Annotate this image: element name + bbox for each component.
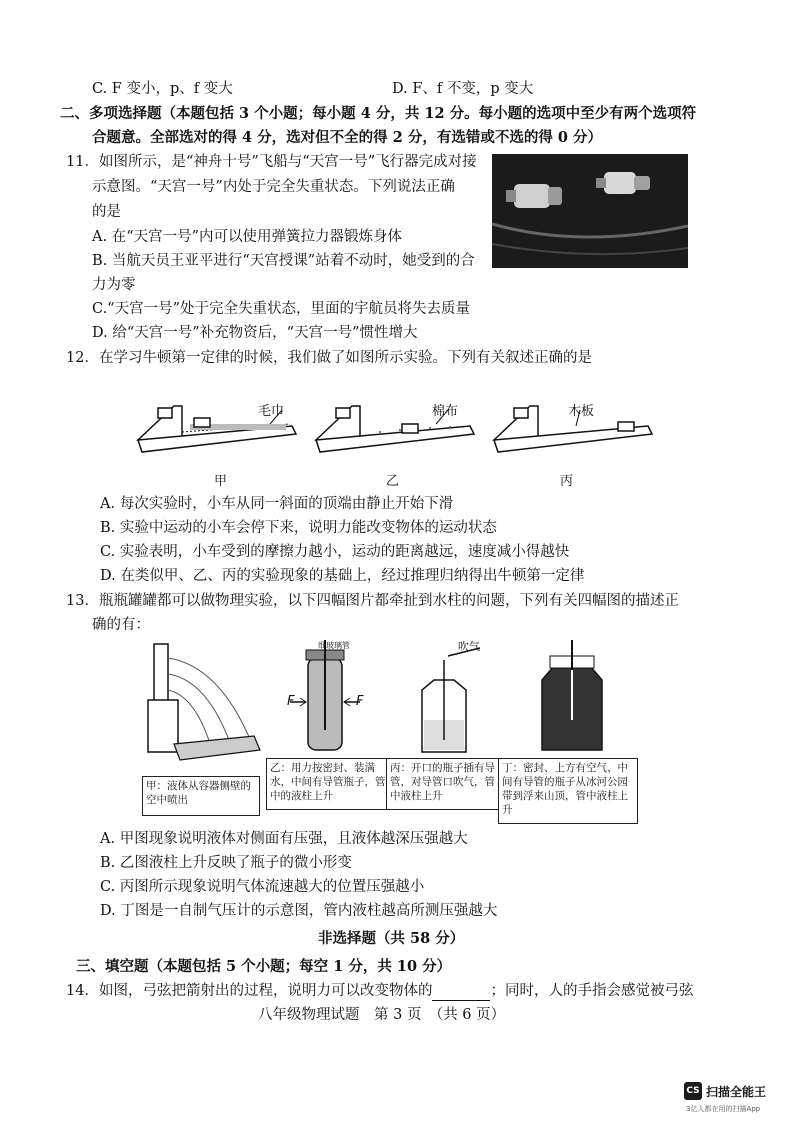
section2-title-cont: 合题意。全部选对的得 4 分，选对但不全的得 2 分，有选错或不选的得 0 分） [92,129,603,146]
q14-stem-a: 14．如图，弓弦把箭射出的过程，说明力可以改变物体的 [66,983,433,999]
section2-title: 二、多项选择题（本题包括 3 个小题；每小题 4 分，共 12 分。每小题的选项中至少有两个选项符 [60,105,697,122]
label-force-right: F [356,694,364,709]
label-board: 木板 [568,404,595,419]
label-towel: 毛巾 [258,404,285,419]
q12-option-d: D. 在类似甲、乙、丙的实验现象的基础上，经过推理归纳得出牛顿第一定律 [100,568,585,584]
scanner-tagline: 3亿人都在用的扫描App [686,1105,761,1113]
option-c-prev: C. F 变小，p、f 变大 [92,81,233,97]
caption-bing: 丙：开口的瓶子插有导管，对导管口吹气，管中液柱上升 [386,758,500,810]
q11-option-d: D. 给“天宫一号”补充物资后，“天宫一号”惯性增大 [92,325,418,341]
q13-option-a: A. 甲图现象说明液体对侧面有压强，且液体越深压强越大 [100,831,468,847]
q11-stem-2: 示意图。“天宫一号”内处于完全失重状态。下列说法正确 [92,179,455,195]
nonchoice-heading: 非选择题（共 58 分） [318,930,465,947]
q13-figures [140,640,660,768]
q14-stem [66,981,693,1001]
option-d-prev: D. F、f 不变，p 变大 [392,81,534,97]
q11-option-b-cont: 力为零 [92,277,136,293]
label-cotton: 棉布 [432,404,459,419]
figure-yi-bottle [290,640,360,750]
q13-stem: 13．瓶瓶罐罐都可以做物理实验，以下四幅图片都牵扯到水柱的问题，下列有关四幅图的描述正 [66,593,679,609]
q12-option-c: C. 实验表明，小车受到的摩擦力越小，运动的距离越远，速度减小得越快 [100,544,570,560]
label-jia: 甲 [214,474,228,489]
page-footer: 八年级物理试题 第 3 页 （共 6 页） [258,1007,506,1023]
q11-option-a: A. 在“天宫一号”内可以使用弹簧拉力器锻炼身体 [92,229,403,245]
figure-jia-container [148,644,260,760]
caption-jia: 甲：液体从容器侧壁的空中喷出 [142,776,260,816]
q11-option-b: B. 当航天员王亚平进行“天宫授课”站着不动时，她受到的合 [92,253,475,269]
label-thin-tube: 细玻璃管 [318,641,350,650]
scanner-name: 扫描全能王 [706,1085,767,1099]
section3-title: 三、填空题（本题包括 5 个小题；每空 1 分，共 10 分） [76,958,452,975]
figure-bing-bottle [422,648,480,752]
label-bing: 丙 [560,474,574,489]
q11-stem: 11．如图所示，是“神舟十号”飞船与“天宫一号”飞行器完成对接 [66,154,477,170]
q13-option-d: D. 丁图是一自制气压计的示意图，管内液柱越高所测压强越大 [100,903,498,919]
q12-option-a: A. 每次实验时，小车从同一斜面的顶端由静止开始下滑 [100,496,454,512]
q12-stem: 12．在学习牛顿第一定律的时候，我们做了如图所示实验。下列有关叙述正确的是 [66,350,592,366]
label-yi: 乙 [386,474,400,489]
q14-blank[interactable] [432,986,490,1001]
q14-stem-b: ；同时，人的手指会感觉被弓弦 [490,983,694,999]
label-blow: 吹气 [458,640,480,653]
q11-option-c: C.“天宫一号”处于完全失重状态，里面的宇航员将失去质量 [92,301,471,317]
q13-stem-2: 确的有： [92,617,150,633]
scanner-logo: CS [684,1082,702,1100]
caption-yi: 乙：用力按密封、装满水，中间有导管瓶子，管中的液柱上升 [266,758,392,810]
q13-option-b: B. 乙图液柱上升反映了瓶子的微小形变 [100,855,352,871]
figure-ding-jar [542,640,602,750]
docking-photo [492,154,688,268]
caption-ding: 丁：密封、上方有空气、中间有导管的瓶子从冰河公园带到浮来山顶，管中液柱上升 [498,758,638,824]
q13-option-c: C. 丙图所示现象说明气体流速越大的位置压强越小 [100,879,425,895]
q12-option-b: B. 实验中运动的小车会停下来，说明力能改变物体的运动状态 [100,520,497,536]
shenzhou-spacecraft [506,184,562,208]
label-force-left: F [287,694,295,709]
q11-stem-3: 的是 [92,204,121,220]
